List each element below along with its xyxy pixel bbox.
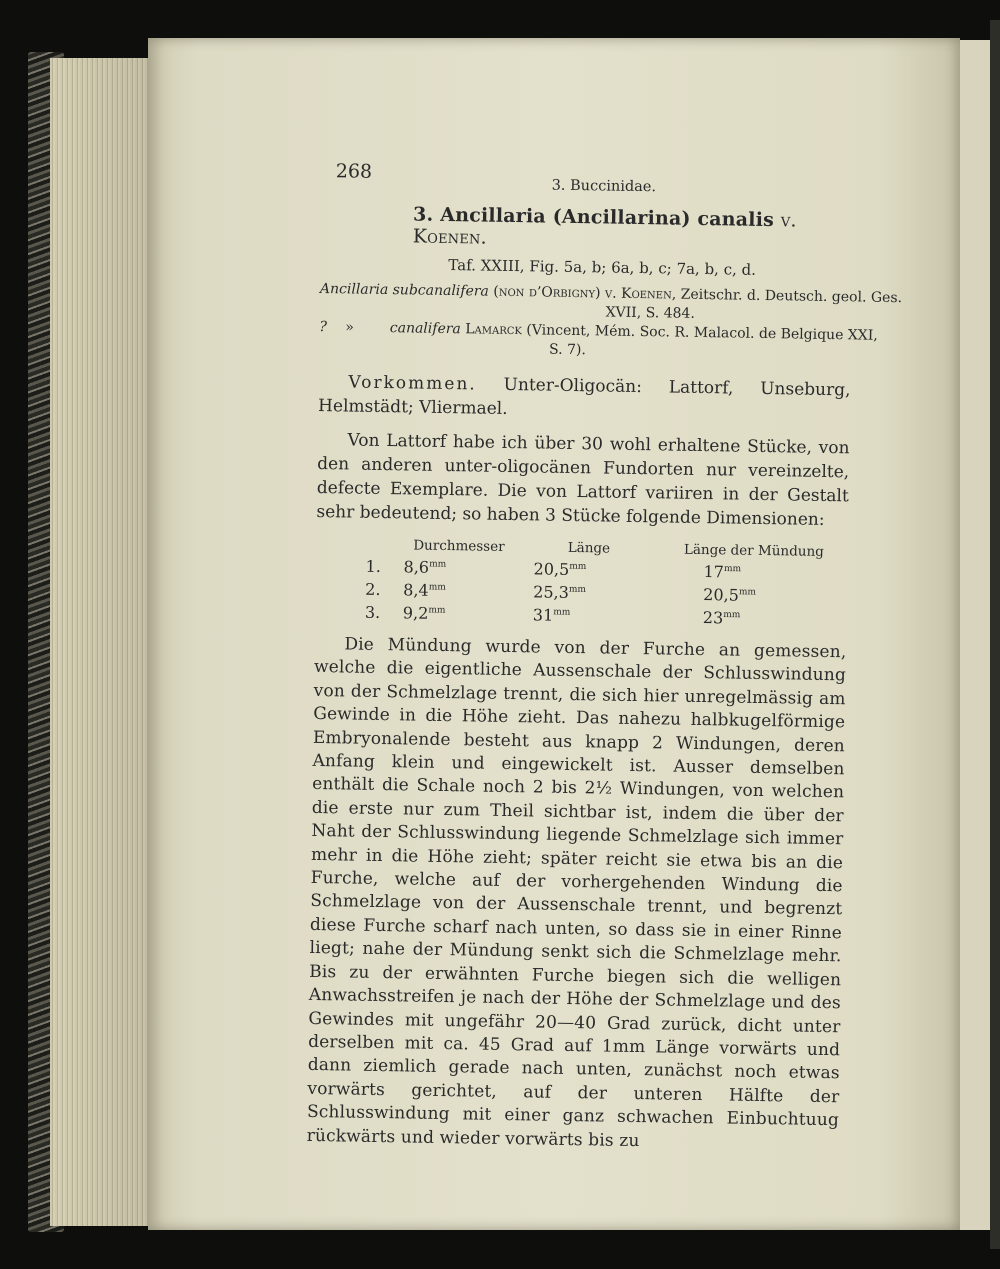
page-number: 268 (335, 160, 373, 183)
plate-reference: Taf. XXIII, Fig. 5a, b; 6a, b, c; 7a, b, c, d. (448, 255, 757, 279)
body-paragraph: Von Lattorf habe ich über 30 wohl erhaltene Stücke, von den anderen unter-oligocänen Fundorten nur vereinzelte, defecte Exemplare. Die von Lattorf variiren in der Gestalt sehr bedeutend; so haben 3 Stücke folgende Dimensionen: (316, 430, 850, 530)
page-text-column (306, 160, 903, 1156)
species-author: v. Koenen. (412, 209, 797, 249)
section-heading: 3. Buccinidae. (551, 177, 657, 196)
table-header-cell: Länge der Mündung (683, 541, 824, 560)
running-head (321, 160, 853, 202)
table-header-cell (366, 537, 404, 556)
row-number: 2. (365, 579, 381, 599)
synonym-reference-cont: S. 7). (548, 341, 586, 359)
occurrence-text: Unter-Oligocän: Lattorf, Unseburg, Helmstädt; Vliermael. (317, 374, 851, 419)
row-number: 1. (365, 556, 382, 576)
cell-laenge: $25,3^{mm}$ (533, 582, 587, 602)
cell-muendung: $20,5^{mm}$ (703, 585, 757, 605)
book-cover-right (990, 20, 1000, 1249)
table-header-cell: Durchmesser (413, 537, 505, 555)
occurrence-paragraph (318, 370, 851, 426)
synonym-reference-cont: XVII, S. 484. (605, 304, 695, 322)
synonym-name: Ancillaria subcanalifera (319, 280, 489, 300)
species-title (413, 203, 854, 254)
synonym-ditto-mark: » (345, 319, 355, 336)
table-header-cell: Länge (567, 539, 611, 557)
cell-laenge: $20,5^{mm}$ (533, 559, 587, 579)
synonym-reference: (Vincent, Mém. Soc. R. Malacol. de Belgique XXI, (526, 322, 878, 344)
synonym-author: Lamarck (465, 321, 523, 339)
species-number: 3. (412, 203, 434, 226)
facing-page-edge (954, 40, 994, 1230)
occurrence-label: Vorkommen. (348, 372, 477, 395)
cell-muendung: $17^{mm}$ (703, 562, 742, 582)
synonym-reference: Zeitschr. d. Deutsch. geol. Ges. (680, 286, 903, 307)
cell-durchmesser: $8,4^{mm}$ (403, 580, 446, 600)
synonymy-list (319, 280, 903, 364)
synonym-note: (non d’Orbigny) (493, 283, 601, 302)
synonym-name: canalifera (389, 320, 461, 338)
cell-laenge: $31^{mm}$ (532, 605, 571, 625)
page-edges-shadow (60, 58, 160, 1226)
cell-durchmesser: $8,6^{mm}$ (403, 557, 447, 577)
synonym-author: v. Koenen, (604, 285, 677, 303)
cell-durchmesser: $9,2^{mm}$ (402, 603, 446, 623)
species-name: Ancillaria (Ancillarina) canalis (440, 203, 775, 232)
synonym-query-mark: ? (319, 318, 328, 336)
body-paragraph: Die Mündung wurde von der Furche an gemessen, welche die eigentliche Aussenschale der Schlusswindung von der Schmelzlage trennt, die sich hier unregelmässig am Gewinde in die Höhe zieht. Das nahezu halbkugelförmige Embryonalende besteht aus knapp 2 Windungen, deren Anfang klein und eingewickelt ist. Ausser demselben enthält die Schale noch 2 bis 2½ Windungen, von welchen die erste nur zum Theil sichtbar ist, indem die über der Naht der Schlusswindung liegende Schmelzlage sich immer mehr in die Höhe zieht; später reicht sie etwa bis an die Furche, welche auf der vorhergehenden Windung die Schmelzlage von der Aussenschale trennt, und begrenzt diese Furche scharf nach unten, so dass sie in einer Rinne liegt; nahe der Mündung senkt sich die Schmelzlage mehr. Bis zu der erwähnten Furche biegen sich die welligen Anwachsstreifen je nach der Höhe der Schmelzlage und des Gewindes mit ungefähr 20—40 Grad zurück, dicht unter derselben mit ca. 45 Grad auf 1mm Länge vorwärts und dann ziemlich gerade nach unten, zunächst noch etwas vorwärts gerichtet, auf der unteren Hälfte der Schlusswindung mit einer ganz schwachen Einbuchtuug rückwärts und wieder vorwärts bis zu (306, 634, 847, 1151)
dimensions-table (365, 537, 844, 631)
cell-muendung: $23^{mm}$ (702, 608, 741, 628)
row-number: 3. (364, 602, 381, 622)
